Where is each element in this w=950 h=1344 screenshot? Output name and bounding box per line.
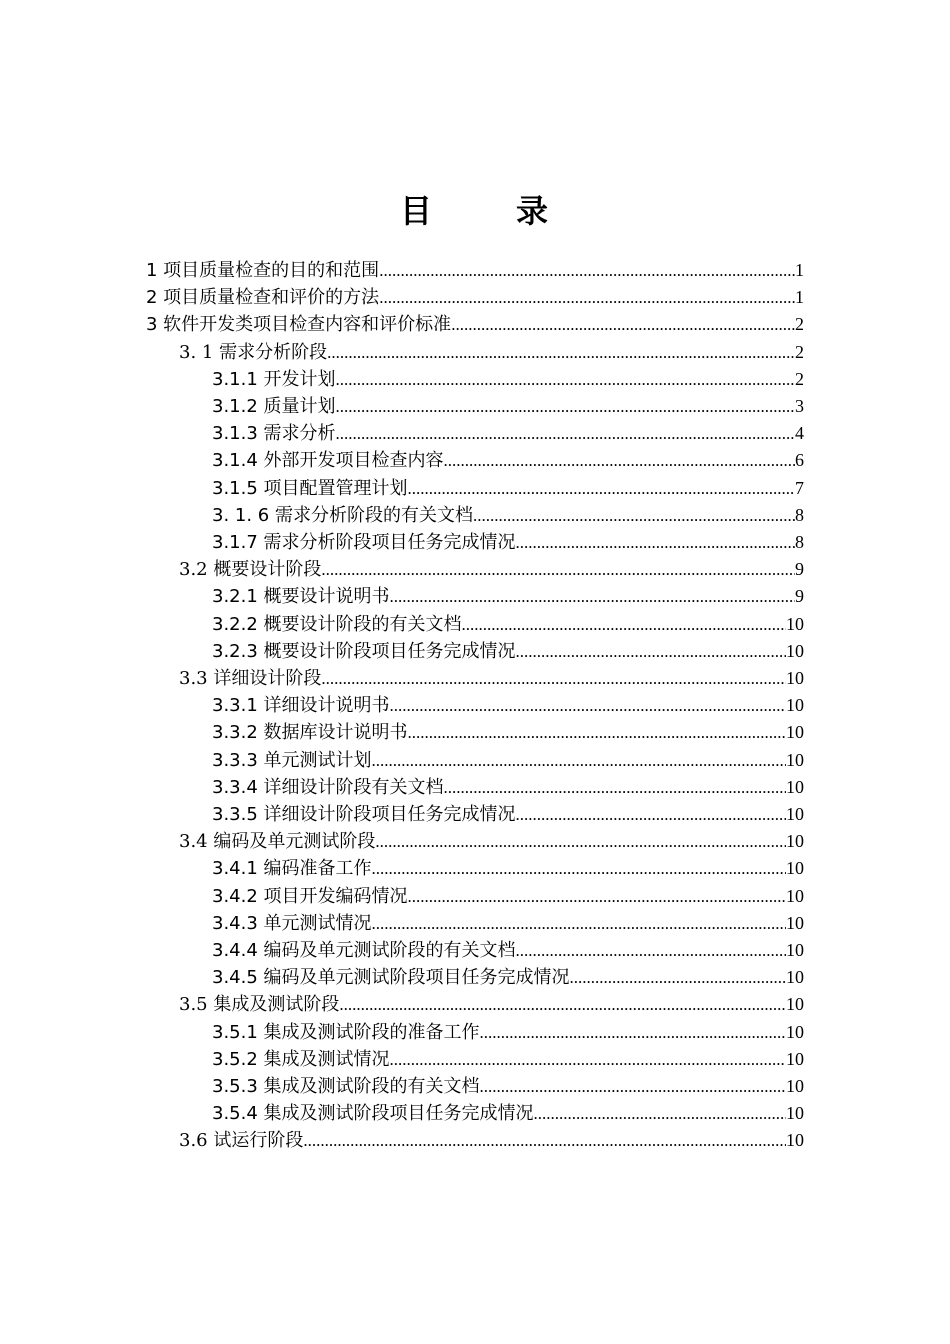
toc-entry[interactable] bbox=[212, 610, 804, 637]
toc-entry-label: 3.3.4 详细设计阶段有关文档 bbox=[212, 776, 444, 798]
toc-entry-page-number: 10 bbox=[786, 940, 804, 960]
toc-entry-page-number: 7 bbox=[795, 477, 804, 498]
toc-entry-page-number: 2 bbox=[795, 341, 804, 362]
toc-entry[interactable] bbox=[179, 827, 804, 854]
toc-entry-label: 3.4.2 项目开发编码情况 bbox=[212, 885, 408, 907]
toc-entry[interactable] bbox=[179, 338, 804, 365]
toc-entry[interactable] bbox=[146, 283, 804, 310]
toc-entry-page-number: 10 bbox=[786, 1130, 804, 1151]
toc-entry[interactable] bbox=[146, 256, 804, 283]
toc-dot-leader bbox=[516, 642, 786, 662]
toc-dot-leader bbox=[444, 451, 795, 471]
toc-entry[interactable] bbox=[212, 718, 804, 745]
toc-dot-leader bbox=[534, 1104, 786, 1124]
toc-dot-leader bbox=[336, 370, 795, 390]
toc-entry-label: 3.1.4 外部开发项目检查内容 bbox=[212, 450, 444, 472]
toc-dot-leader bbox=[339, 995, 786, 1015]
toc-entry-page-number: 10 bbox=[786, 1076, 804, 1096]
toc-dot-leader bbox=[444, 778, 786, 798]
toc-dot-leader bbox=[480, 1023, 786, 1043]
toc-entry-page-number: 10 bbox=[786, 804, 804, 824]
toc-entry[interactable] bbox=[212, 392, 804, 419]
toc-entry-label: 3.5.3 集成及测试阶段的有关文档 bbox=[212, 1076, 480, 1097]
toc-entry-page-number: 9 bbox=[795, 559, 804, 580]
toc-entry-label: 3.3.5 详细设计阶段项目任务完成情况 bbox=[212, 804, 516, 825]
toc-entry-label: 3.4.4 编码及单元测试阶段的有关文档 bbox=[212, 940, 516, 961]
toc-dot-leader bbox=[303, 1131, 786, 1151]
toc-entry-label: 3.6 试运行阶段 bbox=[179, 1130, 304, 1152]
toc-entry[interactable] bbox=[212, 882, 804, 909]
toc-entry-label: 3.3.2 数据库设计说明书 bbox=[212, 722, 408, 744]
toc-entry-label: 3.4.3 单元测试情况 bbox=[212, 912, 372, 934]
toc-entry-label: 3.5.1 集成及测试阶段的准备工作 bbox=[212, 1021, 480, 1043]
toc-entry-label: 3.5 集成及测试阶段 bbox=[179, 994, 340, 1016]
toc-dot-leader bbox=[516, 533, 795, 553]
toc-entry[interactable] bbox=[212, 936, 804, 963]
toc-entry-label: 3.4 编码及单元测试阶段 bbox=[179, 831, 376, 853]
toc-entry[interactable] bbox=[212, 637, 804, 664]
toc-entry-label: 3.2.1 概要设计说明书 bbox=[212, 586, 390, 608]
toc-entry-page-number: 6 bbox=[795, 450, 804, 471]
toc-entry-page-number: 10 bbox=[786, 1103, 804, 1124]
toc-entry-label: 3.5.2 集成及测试情况 bbox=[212, 1048, 390, 1070]
toc-entry-label: 3. 1 需求分析阶段 bbox=[179, 341, 328, 363]
toc-entry-page-number: 10 bbox=[786, 668, 804, 688]
toc-entry-label: 3.3.3 单元测试计划 bbox=[212, 749, 372, 771]
toc-entry-label: 3.1.7 需求分析阶段项目任务完成情况 bbox=[212, 532, 516, 553]
toc-dot-leader bbox=[390, 1050, 786, 1070]
toc-entry[interactable] bbox=[212, 854, 804, 881]
toc-entry-label: 3.4.1 编码准备工作 bbox=[212, 858, 372, 880]
toc-entry-page-number: 10 bbox=[786, 613, 804, 634]
toc-dot-leader bbox=[570, 968, 786, 988]
toc-entry-label: 3.3 详细设计阶段 bbox=[179, 668, 322, 689]
toc-entry-label: 3. 1. 6 需求分析阶段的有关文档 bbox=[212, 504, 473, 526]
toc-entry[interactable] bbox=[212, 800, 804, 827]
toc-entry-page-number: 10 bbox=[786, 749, 804, 770]
toc-entry-page-number: 10 bbox=[786, 994, 804, 1015]
toc-entry[interactable] bbox=[212, 1018, 804, 1045]
toc-entry[interactable] bbox=[212, 909, 804, 936]
toc-entry[interactable] bbox=[212, 419, 804, 446]
toc-entry[interactable] bbox=[146, 310, 804, 337]
toc-dot-leader bbox=[336, 424, 795, 444]
toc-entry-label: 3.1.1 开发计划 bbox=[212, 368, 336, 390]
toc-entry[interactable] bbox=[212, 446, 804, 473]
toc-dot-leader bbox=[462, 615, 786, 635]
toc-dot-leader bbox=[372, 859, 786, 879]
toc-entry[interactable] bbox=[212, 582, 804, 609]
toc-entry-label: 3 软件开发类项目检查内容和评价标准 bbox=[146, 314, 452, 336]
toc-entry[interactable] bbox=[212, 365, 804, 392]
toc-entry[interactable] bbox=[212, 773, 804, 800]
toc-entry-page-number: 10 bbox=[786, 722, 804, 743]
toc-dot-leader bbox=[379, 288, 795, 308]
toc-entry-page-number: 9 bbox=[795, 586, 804, 607]
toc-entry-label: 3.2.3 概要设计阶段项目任务完成情况 bbox=[212, 640, 516, 662]
toc-title bbox=[0, 186, 950, 232]
toc-entry[interactable] bbox=[212, 474, 804, 501]
toc-entry-label: 3.5.4 集成及测试阶段项目任务完成情况 bbox=[212, 1103, 534, 1125]
toc-entry-page-number: 10 bbox=[786, 967, 804, 988]
toc-entry-label: 3.1.3 需求分析 bbox=[212, 423, 336, 445]
toc-entry-page-number: 10 bbox=[786, 831, 804, 852]
toc-entry-page-number: 8 bbox=[795, 504, 804, 525]
toc-entry-page-number: 1 bbox=[795, 287, 804, 308]
toc-dot-leader bbox=[379, 261, 795, 281]
toc-dot-leader bbox=[321, 669, 786, 689]
toc-entry-page-number: 10 bbox=[786, 912, 804, 933]
toc-entry-page-number: 1 bbox=[795, 260, 804, 280]
toc-entry-page-number: 10 bbox=[786, 858, 804, 879]
toc-entry-label: 3.2 概要设计阶段 bbox=[179, 559, 322, 581]
toc-entry[interactable] bbox=[179, 990, 804, 1017]
toc-dot-leader bbox=[451, 315, 795, 335]
toc-entry-page-number: 2 bbox=[795, 368, 804, 389]
toc-entry-label: 1 项目质量检查的目的和范围 bbox=[146, 260, 380, 281]
toc-entry-page-number: 10 bbox=[786, 1048, 804, 1069]
toc-entry-label: 3.4.5 编码及单元测试阶段项目任务完成情况 bbox=[212, 967, 570, 989]
toc-entry-label: 3.1.5 项目配置管理计划 bbox=[212, 477, 408, 499]
toc-entry[interactable] bbox=[179, 555, 804, 582]
toc-dot-leader bbox=[390, 587, 795, 607]
toc-entry-page-number: 10 bbox=[786, 885, 804, 906]
toc-dot-leader bbox=[390, 696, 786, 716]
toc-entry-page-number: 3 bbox=[795, 396, 804, 416]
toc-entry[interactable] bbox=[179, 1126, 804, 1153]
toc-entry-page-number: 10 bbox=[786, 640, 804, 661]
toc-entry-label: 3.2.2 概要设计阶段的有关文档 bbox=[212, 613, 462, 635]
toc-title-char-2: 录 bbox=[516, 192, 551, 230]
toc-entry-label: 3.3.1 详细设计说明书 bbox=[212, 695, 390, 717]
toc-entry-page-number: 2 bbox=[795, 314, 804, 335]
toc-dot-leader bbox=[516, 941, 786, 961]
toc-entry[interactable] bbox=[212, 1072, 804, 1099]
toc-dot-leader bbox=[516, 805, 786, 825]
toc-dot-leader bbox=[408, 887, 786, 907]
toc-entry-page-number: 4 bbox=[795, 423, 804, 444]
toc-entry-page-number: 10 bbox=[786, 1021, 804, 1042]
toc-entry[interactable] bbox=[212, 963, 804, 990]
toc-entry-page-number: 8 bbox=[795, 532, 804, 552]
toc-entry[interactable] bbox=[212, 528, 804, 555]
toc-entry[interactable] bbox=[212, 1045, 804, 1072]
toc-entry-label: 2 项目质量检查和评价的方法 bbox=[146, 287, 380, 309]
toc-entry-label: 3.1.2 质量计划 bbox=[212, 396, 336, 417]
toc-entry[interactable] bbox=[212, 746, 804, 773]
toc-entry[interactable] bbox=[179, 664, 804, 691]
toc-title-char-1: 目 bbox=[399, 192, 434, 230]
toc-dot-leader bbox=[327, 343, 795, 363]
toc-entry[interactable] bbox=[212, 501, 804, 528]
toc-entry-page-number: 10 bbox=[786, 695, 804, 716]
toc-entry[interactable] bbox=[212, 1099, 804, 1126]
toc-entry-page-number: 10 bbox=[786, 776, 804, 797]
toc-dot-leader bbox=[372, 914, 786, 934]
toc-dot-leader bbox=[473, 506, 795, 526]
toc-dot-leader bbox=[372, 751, 786, 771]
toc-dot-leader bbox=[408, 723, 786, 743]
toc-dot-leader bbox=[480, 1077, 786, 1097]
toc-entry[interactable] bbox=[212, 691, 804, 718]
toc-dot-leader bbox=[408, 479, 795, 499]
toc-dot-leader bbox=[321, 560, 795, 580]
toc-dot-leader bbox=[336, 397, 795, 417]
toc-dot-leader bbox=[375, 832, 786, 852]
